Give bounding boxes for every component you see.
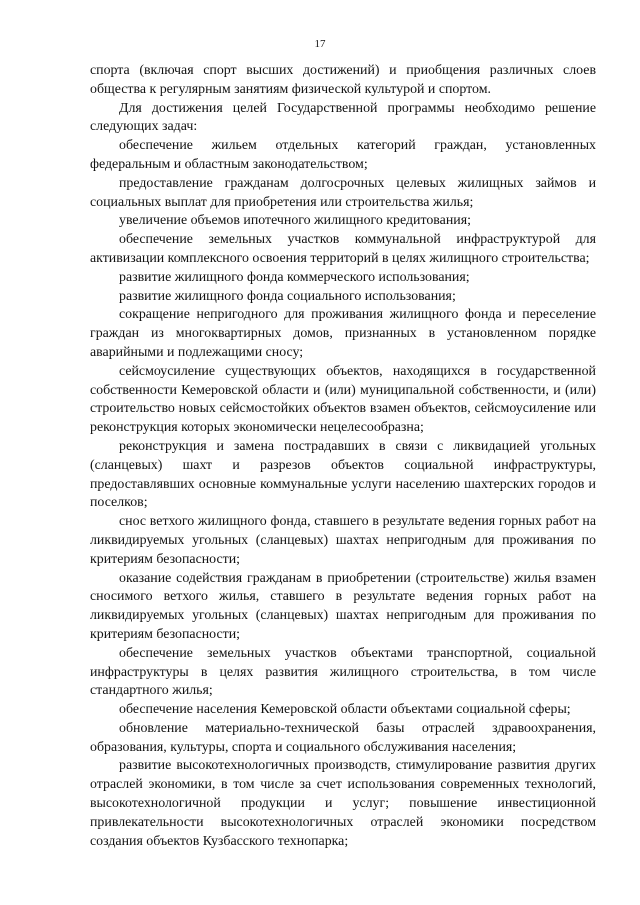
task-item: обеспечение населения Кемеровской области объектами социальной сферы; — [119, 702, 571, 718]
paragraph-continuation: спорта (включая спорт высших достижений) и приобщения различных слоев общества к регулярным занятиям физической культурой и спортом. — [90, 63, 596, 97]
task-item: обновление материально-технической базы отраслей здравоохранения, образования, культуры, спорта и социального обслуживания населения; — [90, 720, 596, 755]
task-item: развитие жилищного фонда коммерческого использования; — [119, 269, 470, 285]
task-item: увеличение объемов ипотечного жилищного кредитования; — [119, 213, 471, 229]
task-item: сокращение непригодного для проживания жилищного фонда и переселение граждан из многоквартирных домов, признанных в установленном порядке аварийными и подлежащими сносу; — [90, 307, 596, 360]
task-item: сейсмоусиление существующих объектов, находящихся в государственной собственности Кемеровской области и (или) муниципальной собственности, и (или) строительство новых сейсмостойких объектов взамен объектов, сейсмоусиление или реконструкция которых экономически нецелесообразна; — [90, 363, 596, 436]
task-item: реконструкция и замена пострадавших в связи с ликвидацией угольных (сланцевых) шахт и разрезов объектов социальной инфраструктуры, предоставлявших основные коммунальные услуги населению шахтерских городов и поселков; — [90, 438, 596, 511]
document-body — [90, 62, 596, 851]
task-item: развитие высокотехнологичных производств, стимулирование развития других отраслей экономики, в том числе за счет использования современных технологий, высокотехнологичной продукции и услуг; повышение инвестиционной привлекательности высокотехнологичных отраслей экономики посредством создания объектов Кузбасского технопарка; — [90, 758, 596, 849]
task-item: обеспечение земельных участков коммунальной инфраструктурой для активизации комплексного освоения территорий в целях жилищного строительства; — [90, 232, 596, 266]
task-item: снос ветхого жилищного фонда, ставшего в результате ведения горных работ на ликвидируемых угольных (сланцевых) шахтах непригодным для проживания по критериям безопасности; — [90, 514, 596, 567]
task-item: развитие жилищного фонда социального использования; — [119, 288, 456, 304]
page-number: 17 — [314, 38, 326, 50]
task-item: обеспечение земельных участков объектами транспортной, социальной инфраструктуры в целях развития жилищного строительства, в том числе стандартного жилья; — [90, 645, 596, 699]
task-item: предоставление гражданам долгосрочных целевых жилищных займов и социальных выплат для приобретения или строительства жилья; — [90, 175, 596, 210]
task-item: обеспечение жильем отдельных категорий граждан, установленных федеральным и областным законодательством; — [90, 138, 596, 172]
task-item: оказание содействия гражданам в приобретении (строительстве) жилья взамен сносимого ветхого жилья, ставшего в результате ведения горных работ на ликвидируемых угольных (сланцевых) шахтах непригодным для проживания по критериям безопасности; — [90, 570, 596, 642]
paragraph-intro: Для достижения целей Государственной программы необходимо решение следующих задач: — [90, 100, 596, 135]
